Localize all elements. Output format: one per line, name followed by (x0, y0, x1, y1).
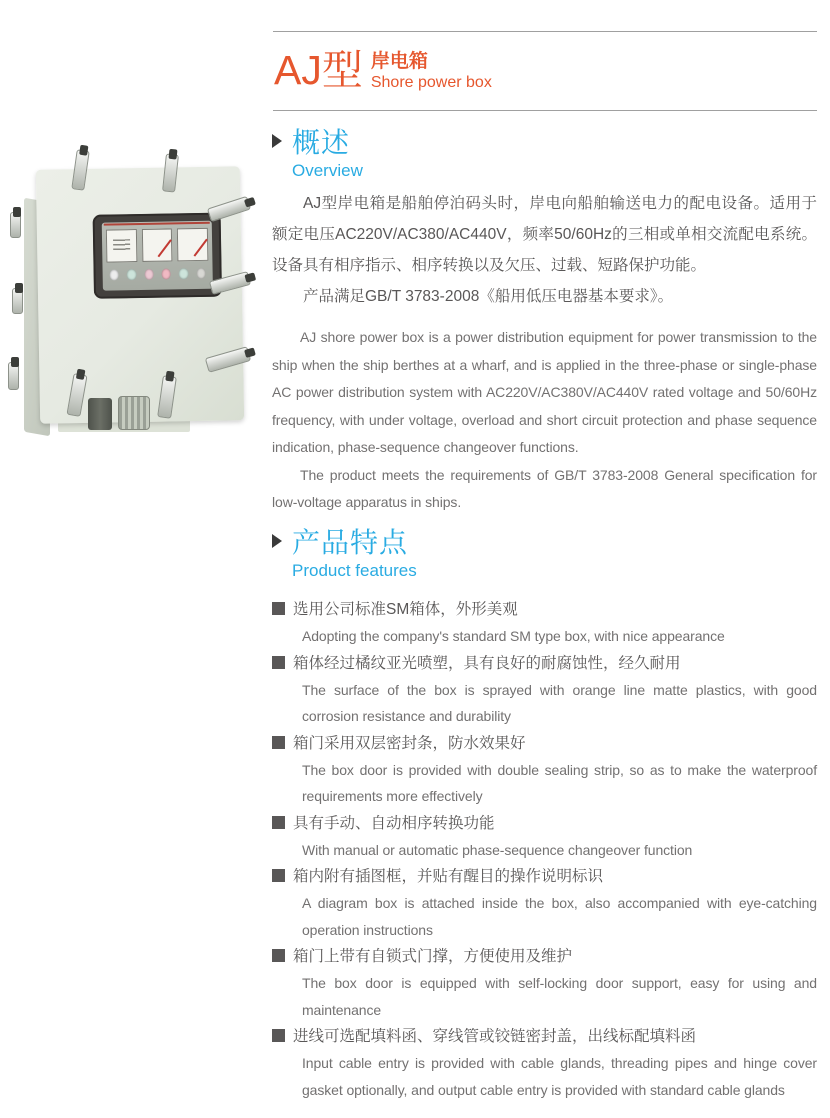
bullet-square-icon (272, 816, 285, 829)
features-section (272, 526, 817, 1103)
window-trim (104, 222, 210, 226)
meter-window (93, 213, 222, 299)
overview-paragraph-en: AJ shore power box is a power distribution equipment for power transmission to the ship when the ship berthes at a wharf, and is applied in the three-phase or single-phase AC power distribution system with AC220V/AC380V/AC440V rated voltage and 50/60Hz frequency, with under voltage, overload and short circuit protection and phase sequence indication, phase-sequence changeover functions. (272, 329, 817, 455)
latch-clamp (8, 362, 19, 390)
triangle-right-icon (272, 134, 282, 148)
feature-zh: 进线可选配填料函、穿线管或铰链密封盖，出线标配填料函 (293, 1028, 697, 1045)
feature-en: The surface of the box is sprayed with orange line matte plastics, with good corrosion resistance and durability (302, 681, 817, 724)
overview-paragraph-zh: AJ型岸电箱是船舶停泊码头时，岸电向船舶输送电力的配电设备。适用于额定电压AC220V/AC380/AC440V，频率50/60Hz的三相或单相交流配电系统。设备具有相序指示、相序转换以及欠压、过载、短路保护功能。 (272, 195, 817, 274)
feature-zh: 选用公司标准SM箱体，外形美观 (293, 601, 518, 618)
feature-zh-line (272, 863, 817, 890)
feature-item (272, 730, 817, 810)
overview-heading (272, 126, 817, 182)
product-name-zh: 岸电箱 (370, 51, 428, 72)
cable-gland (118, 396, 150, 430)
section-heading-zh: 概述 (292, 127, 351, 158)
feature-item (272, 810, 817, 864)
feature-zh: 具有手动、自动相序转换功能 (293, 814, 495, 832)
latch-clamp (12, 288, 23, 314)
feature-zh-line (272, 1023, 817, 1050)
product-name-en: Shore power box (370, 74, 492, 91)
section-heading-zh: 产品特点 (292, 527, 409, 558)
features-heading (272, 526, 817, 582)
feature-zh: 箱门采用双层密封条，防水效果好 (293, 734, 526, 752)
bullet-square-icon (272, 736, 285, 749)
feature-zh: 箱体经过橘纹亚光喷塑，具有良好的耐腐蚀性，经久耐用 (293, 654, 681, 672)
bullet-square-icon (272, 1029, 285, 1042)
feature-item (272, 1023, 817, 1103)
feature-item (272, 650, 817, 730)
bullet-square-icon (272, 656, 285, 669)
indicator-light (127, 269, 137, 280)
analog-meter (106, 229, 137, 263)
feature-zh-line (272, 596, 817, 623)
bullet-square-icon (272, 949, 285, 962)
indicator-light (179, 268, 189, 279)
feature-en: Input cable entry is provided with cable glands, threading pipes and hinge cover gasket optionally, and output cable entry is provided with standard cable glands (302, 1055, 817, 1098)
indicator-light (144, 269, 154, 280)
overview-zh-paragraphs (272, 188, 817, 312)
feature-en: The box door is provided with double sealing strip, so as to make the waterproof requirements more effectively (302, 761, 817, 804)
feature-item (272, 863, 817, 943)
feature-list (272, 596, 817, 1103)
box-front-panel (36, 166, 244, 424)
triangle-right-icon (272, 534, 282, 548)
feature-zh-line (272, 943, 817, 970)
feature-item (272, 943, 817, 1023)
meter-row (102, 228, 213, 263)
overview-section (272, 126, 817, 526)
indicator-light (162, 268, 172, 279)
feature-en: With manual or automatic phase-sequence changeover function (302, 841, 693, 858)
meter-window-inner (102, 221, 213, 291)
analog-meter (142, 228, 173, 262)
latch-clamp (10, 212, 21, 238)
model-name: AJ型 (274, 47, 363, 93)
bullet-square-icon (272, 602, 285, 615)
overview-paragraph-zh: 产品满足GB/T 3783-2008《船用低压电器基本要求》。 (303, 288, 674, 305)
feature-item (272, 596, 817, 650)
product-title (274, 46, 492, 94)
feature-en: The box door is equipped with self-locking door support, easy for using and maintenance (302, 975, 817, 1018)
feature-zh: 箱内附有插图框，并贴有醒目的操作说明标识 (293, 868, 604, 885)
bullet-square-icon (272, 869, 285, 882)
indicator-light (110, 269, 120, 280)
overview-en-paragraphs (272, 324, 817, 517)
indicator-light-row (102, 261, 212, 281)
product-subtitle (371, 51, 492, 92)
content-column (272, 126, 817, 1103)
title-divider (273, 110, 817, 111)
feature-en: Adopting the company's standard SM type box, with nice appearance (302, 628, 725, 644)
feature-zh-line (272, 650, 817, 677)
feature-zh: 箱门上带有自锁式门撑，方便使用及维护 (293, 948, 573, 965)
feature-zh-line (272, 730, 817, 757)
indicator-light (196, 268, 206, 279)
top-divider (273, 31, 817, 32)
analog-meter (177, 228, 208, 262)
cable-gland (88, 398, 112, 430)
overview-paragraph-en: The product meets the requirements of GB/T 3783-2008 General specification for low-voltage apparatus in ships. (272, 466, 817, 510)
section-heading-en: Overview (292, 161, 363, 180)
feature-zh-line (272, 810, 817, 837)
feature-en: A diagram box is attached inside the box, also accompanied with eye-catching operation instructions (302, 895, 817, 938)
product-photo (12, 148, 264, 453)
section-heading-en: Product features (292, 561, 417, 580)
